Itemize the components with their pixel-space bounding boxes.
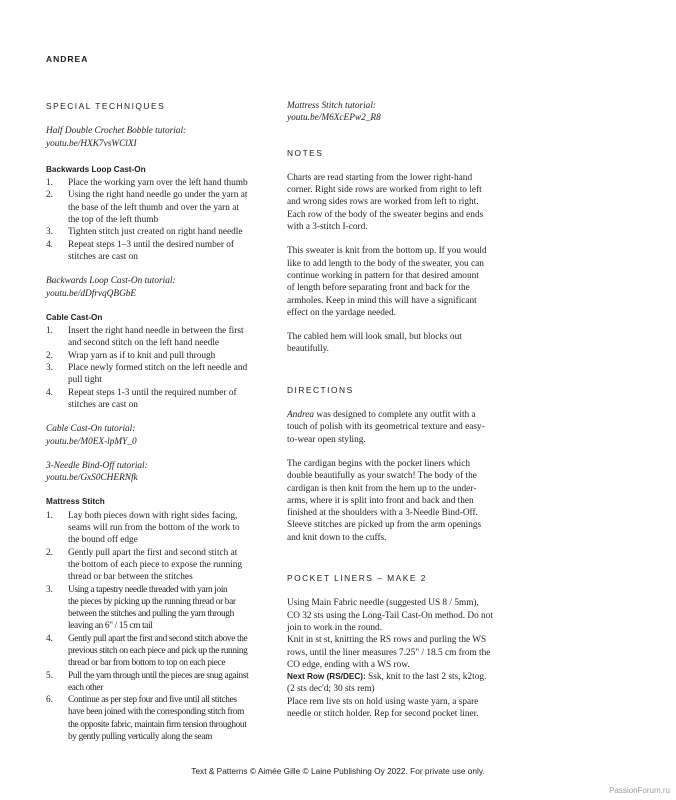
step-item [46,189,272,226]
cable-tutorial-link[interactable]: youtu.be/M0EX-lpMY_0 [46,436,137,447]
backwards-loop-steps [46,177,272,263]
pattern-name: ANDREA [46,54,89,64]
directions-intro-lines [287,422,485,444]
text-line: corner. Right side rows are worked from right to left [287,185,482,196]
step-number: 2. [46,350,53,361]
backwards-loop-tutorial-label: Backwards Loop Cast-On tutorial: [46,276,176,287]
step-text: Repeat steps 1–3 until the desired number of stitches are cast on [68,239,235,262]
cable-tutorial-label: Cable Cast-On tutorial: [46,424,136,435]
text-line: Using Main Fabric needle (suggested US 8 / 5mm), [287,598,479,609]
step-text: Using a tapestry needle threaded with yarn join the pieces by picking up the running thread or bar between the stitches and pulling the yarn through leaving an 6" / 15 cm tail [68,584,236,632]
step-text: Place newly formed stitch on the left needle and pull tight [68,363,248,386]
pocket-liners-heading: POCKET LINERS – MAKE 2 [287,573,427,584]
text-line: The cardigan begins with the pocket liners which [287,458,471,469]
text-line: of length before separating front and back for the [287,283,470,294]
text-line: and wrong sides rows are worked from left to right. [287,197,479,208]
notes-heading: NOTES [287,147,324,158]
text-line: finished at the shoulders with a 3-Needle Bind-Off. [287,508,478,519]
step-item [46,239,272,264]
text-line: touch of polish with its geometrical texture and easy- [287,422,485,433]
text-line: Place rem live sts on hold using waste yarn, a spare [287,696,479,707]
next-row-instruction [287,671,514,696]
step-number: 1. [46,178,53,189]
step-text: Gently pull apart the first and second stitch at the bottom of each piece to expose the running thread or bar between the stitches [68,547,243,583]
text-line: join to work in the round. [287,622,383,633]
text-line: with a 3-stitch I-cord. [287,222,368,233]
step-number: 4. [46,633,53,644]
step-item [46,694,272,743]
text-line: (2 sts dec'd; 30 sts rem) [287,684,375,695]
text-line: CO edge, ending with a WS row. [287,659,410,670]
text-line: rows, until the liner measures 7.25" / 18.5 cm from the [287,647,491,658]
text-line: needle or stitch holder. Rep for second pocket liner. [287,708,479,719]
special-techniques-heading: SPECIAL TECHNIQUES [46,101,166,111]
mattress-tutorial-link[interactable]: youtu.be/M6XcEPw2_R8 [287,113,381,124]
notes-paragraph-3 [287,331,514,356]
text-line: arms, where it is split into front and back and then [287,495,474,506]
text-line: and knit down to the cuffs. [287,532,387,543]
design-name: Andrea [287,410,315,421]
step-item [46,670,272,695]
cable-cast-on-steps [46,325,272,411]
notes-paragraph-1 [287,172,514,233]
text-line: This sweater is knit from the bottom up. If you would [287,246,487,257]
text-line: to-wear open styling. [287,434,366,445]
step-text: Using the right hand needle go under the yarn at the base of the left thumb and over the yarn at the top of the left thumb [68,190,248,226]
backwards-loop-tutorial-link[interactable]: youtu.be/dDfrvqQBGbE [46,288,137,299]
step-item [46,325,272,350]
step-text: Pull the yarn through until the pieces are snug against each other [68,670,249,693]
mattress-tutorial-label: Mattress Stitch tutorial: [287,101,377,111]
step-item [46,584,272,633]
text-line: The cabled hem will look small, but blocks out [287,332,462,343]
cable-cast-on-heading: Cable Cast-On [46,312,103,322]
next-row-text: Ssk, knit to the last 2 sts, k2tog. [365,672,487,683]
next-row-lines [287,684,375,694]
step-item [46,547,272,584]
step-number: 4. [46,239,53,250]
text-line: cardigan is then knit from the hem up to the under- [287,483,477,494]
text-line: double beautifully as your swatch! The body of the [287,471,477,482]
step-number: 3. [46,227,53,238]
step-text: Place the working yarn over the left hand thumb [68,178,248,189]
step-text: Gently pull apart the first and second stitch above the previous stitch on each piece and pick up the running thread or bar from bottom to top on each piece [68,633,248,669]
step-number: 3. [46,363,53,374]
step-number: 1. [46,510,53,521]
mattress-stitch-steps [46,510,272,744]
text-line: Each row of the body of the sweater begins and ends [287,209,484,220]
directions-intro-text: was designed to complete any outfit with a [314,410,476,421]
step-number: 3. [46,584,53,595]
bobble-tutorial-label: Half Double Crochet Bobble tutorial: [46,126,187,137]
step-text: Repeat steps 1-3 until the required number of stitches are cast on [68,387,237,410]
step-item [46,350,272,362]
step-item [46,387,272,412]
text-line: like to add length to the body of the sweater, you can [287,258,484,269]
text-line: Charts are read starting from the lower right-hand [287,172,473,183]
step-item [46,510,272,547]
copyright-footer: Text & Patterns © Aimée Gille © Laine Publishing Oy 2022. For private use only. [191,766,485,776]
text-line: continue working in pattern for that desired amount [287,270,479,281]
text-line: beautifully. [287,344,329,355]
directions-heading: DIRECTIONS [287,384,354,395]
step-number: 6. [46,695,53,706]
step-item [46,633,272,670]
backwards-loop-heading: Backwards Loop Cast-On [46,164,146,174]
directions-paragraph-2 [287,458,514,544]
step-text: Lay both pieces down with right sides facing, seams will run from the bottom of the work to the bound off edge [68,510,240,546]
pocket-paragraph-1 [287,597,514,634]
notes-paragraph-2 [287,245,514,319]
bind-off-tutorial-link[interactable]: youtu.be/GxS0CHERNfk [46,473,138,484]
text-line: Knit in st st, knitting the RS rows and purling the WS [287,635,487,646]
bind-off-tutorial-label: 3-Needle Bind-Off tutorial: [46,460,148,471]
step-text: Continue as per step four and five until all stitches have been joined with the corresponding stitch from the opposite fabric, maintain firm tension throughout by gently pulling vertically along the seam [68,695,247,743]
step-number: 2. [46,547,53,558]
text-line: effect on the yardage needed. [287,307,397,318]
text-line: CO 32 sts using the Long-Tail Cast-On method. Do not [287,610,493,621]
step-text: Tighten stitch just created on right hand needle [68,227,243,238]
step-number: 5. [46,670,53,681]
bobble-tutorial-link[interactable]: youtu.be/HXK7vsWClXI [46,138,137,149]
step-number: 4. [46,387,53,398]
watermark: PassionForum.ru [609,786,670,795]
step-text: Insert the right hand needle in between the first and second stitch on the left hand needle [68,326,244,349]
step-number: 2. [46,190,53,201]
text-line: armholes. Keep in mind this will have a significant [287,295,477,306]
step-number: 1. [46,326,53,337]
step-item [46,226,272,238]
left-column [46,100,272,743]
directions-paragraph-1 [287,409,514,446]
pocket-paragraph-3 [287,696,514,721]
step-item [46,177,272,189]
text-line: Sleeve stitches are picked up from the arm openings [287,520,482,531]
step-text: Wrap yarn as if to knit and pull through [68,350,216,361]
step-item [46,362,272,387]
right-column [287,100,514,720]
pocket-paragraph-2 [287,634,514,671]
mattress-stitch-heading: Mattress Stitch [46,497,105,507]
next-row-label: Next Row (RS/DEC): [287,672,366,682]
